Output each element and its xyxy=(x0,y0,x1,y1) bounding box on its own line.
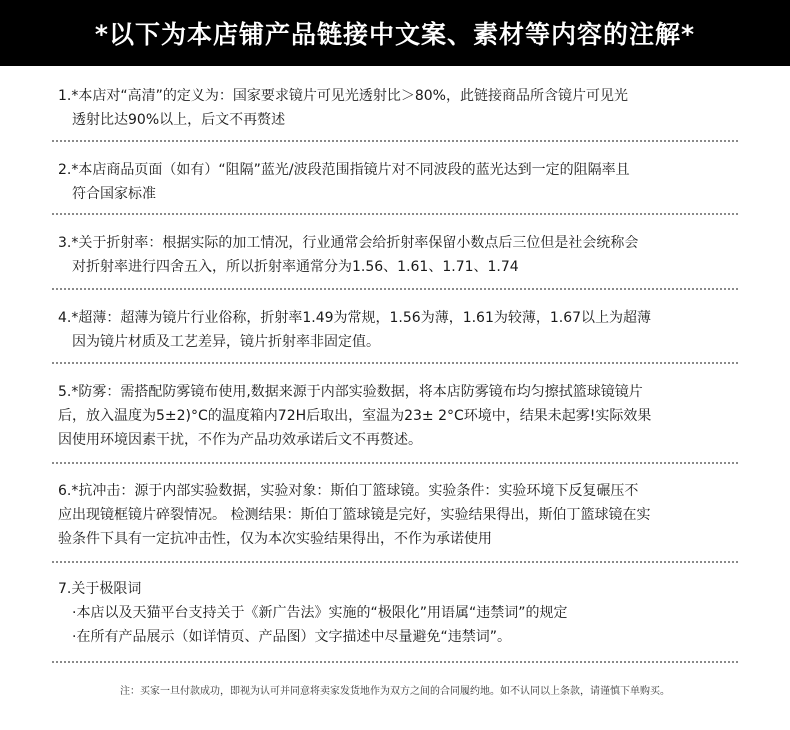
divider xyxy=(52,213,738,215)
note-1-line-2: 透射比达90%以上，后文不再赘述 xyxy=(72,112,286,128)
note-section-1 xyxy=(58,84,738,132)
note-6-line-3: 验条件下具有一定抗冲击性，仅为本次实验结果得出，不作为承诺使用 xyxy=(58,531,492,547)
divider xyxy=(52,462,738,464)
note-section-7 xyxy=(58,577,738,649)
page-header xyxy=(0,0,790,66)
note-3-line-2: 对折射率进行四舍五入，所以折射率通常分为1.56、1.61、1.71、1.74 xyxy=(72,259,519,275)
note-section-3 xyxy=(58,231,738,279)
divider xyxy=(52,362,738,364)
note-7-heading: 7.关于极限词 xyxy=(58,581,142,597)
note-7-bullet-2: ·在所有产品展示（如详情页、产品图）文字描述中尽量避免“违禁词”。 xyxy=(72,629,511,645)
note-section-2 xyxy=(58,158,738,206)
note-3-line-1: 3.*关于折射率：根据实际的加工情况，行业通常会给折射率保留小数点后三位但是社会统称会 xyxy=(58,235,639,251)
note-section-5 xyxy=(58,380,738,452)
divider xyxy=(52,288,738,290)
note-7-bullet-1: ·本店以及天猫平台支持关于《新广告法》实施的“极限化”用语属“违禁词”的规定 xyxy=(72,605,568,621)
note-6-line-1: 6.*抗冲击：源于内部实验数据，实验对象：斯伯丁篮球镜。实验条件：实验环境下反复碾压不 xyxy=(58,483,639,499)
page-title: *以下为本店铺产品链接中文案、素材等内容的注解* xyxy=(94,20,696,49)
note-2-line-2: 符合国家标准 xyxy=(72,186,156,202)
note-4-line-2: 因为镜片材质及工艺差异，镜片折射率非固定值。 xyxy=(72,334,380,350)
note-section-6 xyxy=(58,479,738,551)
note-6-line-2: 应出现镜框镜片碎裂情况。 检测结果：斯伯丁篮球镜是完好，实验结果得出，斯伯丁篮球镜在实 xyxy=(58,507,651,523)
note-5-line-1: 5.*防雾：需搭配防雾镜布使用,数据来源于内部实验数据，将本店防雾镜布均匀擦拭篮球镜镜片 xyxy=(58,384,643,400)
note-2-line-1: 2.*本店商品页面（如有）“阻隔”蓝光/波段范围指镜片对不同波段的蓝光达到一定的阻隔率且 xyxy=(58,162,630,178)
divider xyxy=(52,661,738,663)
note-5-line-3: 因使用环境因素干扰，不作为产品功效承诺后文不再赘述。 xyxy=(58,432,422,448)
purchase-disclaimer: 注：买家一旦付款成功，即视为认可并同意将卖家发货地作为双方之间的合同履约地。如不认同以上条款，请谨慎下单购买。 xyxy=(120,686,670,697)
note-1-line-1: 1.*本店对“高清”的定义为：国家要求镜片可见光透射比＞80%，此链接商品所含镜片可见光 xyxy=(58,88,628,104)
divider xyxy=(52,140,738,142)
note-5-line-2: 后，放入温度为5±2)°C的温度箱内72H后取出，室温为23± 2°C环境中，结果未起雾!实际效果 xyxy=(58,408,652,424)
note-section-4 xyxy=(58,306,738,354)
note-4-line-1: 4.*超薄：超薄为镜片行业俗称，折射率1.49为常规，1.56为薄，1.61为较薄，1.67以上为超薄 xyxy=(58,310,652,326)
divider xyxy=(52,561,738,563)
